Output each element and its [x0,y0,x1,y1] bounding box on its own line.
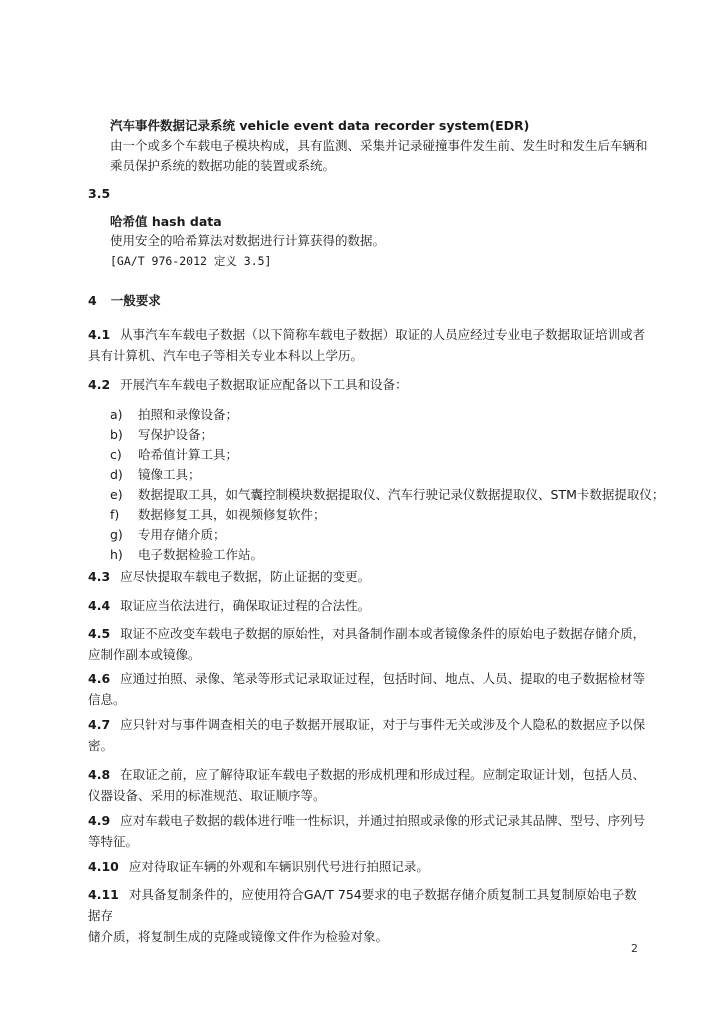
clause-text-line1: 应对待取证车辆的外观和车辆识别代号进行拍照记录。 [128,859,429,874]
clause-number: 4.9 [88,813,111,828]
clause-4-3 [88,566,648,587]
section-4-heading [88,291,161,309]
clause-number: 4.4 [88,598,111,613]
list-item: b) 写保护设备； [110,427,214,442]
clause-4-9 [88,810,648,852]
term-hash-number: 3.5 [88,186,111,201]
clause-number: 4.6 [88,671,111,686]
clause-number: 4.8 [88,767,111,782]
clause-text-line1: 取证应当依法进行，确保取证过程的合法性。 [120,598,371,613]
clause-text-line1: 应只针对与事件调查相关的电子数据开展取证，对于与事件无关或涉及个人隐私的数据应予以保 [120,717,646,732]
term-edr-title: 汽车事件数据记录系统 vehicle event data recorder system(EDR) [110,118,530,133]
list-item: a) 拍照和录像设备； [110,407,239,422]
clause-number: 4.5 [88,626,111,641]
clause-number: 4.3 [88,569,111,584]
clause-number: 4.10 [88,859,119,874]
clause-text-line2: 储介质，将复制生成的克隆或镜像文件作为检验对象。 [88,929,389,944]
clause-4-10 [88,856,648,877]
clause-text-line2: 具有计算机、汽车电子等相关专业本科以上学历。 [88,348,364,363]
clause-number: 4.2 [88,377,111,392]
term-hash-title: 哈希值 hash data [110,214,222,229]
list-item: g) 专用存储介质； [110,527,226,542]
list-item: e) 数据提取工具，如气囊控制模块数据提取仪、汽车行驶记录仪数据提取仪、STM卡数据提取仪； [110,487,665,502]
clause-text-line1: 应通过拍照、录像、笔录等形式记录取证过程，包括时间、地点、人员、提取的电子数据检材等 [120,671,646,686]
clause-text-line1: 开展汽车车载电子数据取证应配备以下工具和设备： [120,377,408,392]
clause-text-line2: 密。 [88,738,114,753]
clause-4-4 [88,595,648,616]
clause-text-line2: 信息。 [88,692,126,707]
list-item: h) 电子数据检验工作站。 [110,547,264,562]
clause-number: 4.1 [88,327,111,342]
term-hash-source: [GA/T 976-2012 定义 3.5] [110,254,272,268]
clause-text-line1: 对具备复制条件的，应使用符合GA/T 754要求的电子数据存储介质复制工具复制原始电子数据存 [88,887,637,923]
clause-text-line1: 从事汽车车载电子数据（以下简称车载电子数据）取证的人员应经过专业电子数据取证培训或者 [120,327,646,342]
clause-number: 4.11 [88,887,119,902]
clause-text-line2: 应制作副本或镜像。 [88,647,201,662]
section-4-title: 一般要求 [110,293,161,308]
clause-text-line2: 等特征。 [88,834,139,849]
section-4-number: 4 [88,293,97,308]
list-item: f) 数据修复工具，如视频修复软件； [110,507,326,522]
clause-4-7 [88,714,648,756]
clause-4-6 [88,668,648,710]
clause-4-5 [88,623,648,665]
term-edr-definition-line1: 由一个或多个车载电子模块构成，具有监测、采集并记录碰撞事件发生前、发生时和发生后车辆和 [110,138,648,153]
clause-4-11 [88,884,648,947]
clause-4-1 [88,324,648,366]
clause-text-line1: 应对车载电子数据的载体进行唯一性标识，并通过拍照或录像的形式记录其品牌、型号、序列号 [120,813,646,828]
term-hash-definition: 使用安全的哈希算法对数据进行计算获得的数据。 [110,233,386,248]
page-number: 2 [631,942,638,955]
clause-number: 4.7 [88,717,111,732]
clause-text-line1: 取证不应改变车载电子数据的原始性，对具备制作副本或者镜像条件的原始电子数据存储介质， [120,626,646,641]
clause-text-line2: 仪器设备、采用的标准规范、取证顺序等。 [88,788,326,803]
clause-4-8 [88,764,648,806]
list-item: c) 哈希值计算工具； [110,447,239,462]
clause-text-line1: 在取证之前，应了解待取证车载电子数据的形成机理和形成过程。应制定取证计划，包括人员、 [120,767,646,782]
term-edr-definition-line2: 乘员保护系统的数据功能的装置或系统。 [110,158,336,173]
clause-4-2 [88,374,648,395]
clause-text-line1: 应尽快提取车载电子数据，防止证据的变更。 [120,569,371,584]
list-item: d) 镜像工具； [110,467,201,482]
